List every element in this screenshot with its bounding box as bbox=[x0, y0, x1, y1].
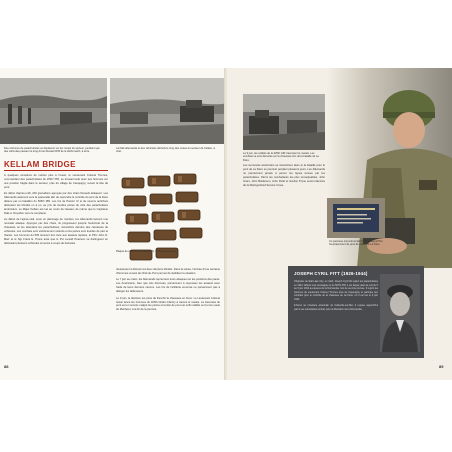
left-page bbox=[0, 68, 225, 380]
heading-rule bbox=[4, 170, 108, 171]
left-col1-paragraph: En début d'après-midi, 200 grenadiers appuyés par des chars Renault attaquent. Les Allemands avancent vers la passerelle afin de reprendre le contrôle du pont de la Fière détenu par un bataillon du 505th PIR. Les tirs de Panzer IV et de canons antichars détruisent les blindés un à un, au prix de lourdes pertes du côté des parachutistes américains. Le Major Kellam est tué au cours de l'assaut, de même que le Capitaine Dale A. Roysdon venu le remplacer. bbox=[4, 192, 108, 215]
caption-top-right: La Flak allemande et des véhicules détruits le long des routes du secteur de Kellam, à côté. bbox=[116, 147, 215, 154]
book-spread bbox=[0, 68, 452, 380]
bio-paragraph: Inhumé au cimetière américain de Colleville-sur-Mer, il repose aujourd'hui parmi ses camarades tombés pour la libération de la Normandie. bbox=[294, 303, 378, 311]
right-column-1 bbox=[243, 164, 325, 234]
photo-paratrooper-radio bbox=[327, 68, 452, 268]
left-col1-paragraph: Au début de l'après-midi, sous un pilonnage de mortiers, les Allemands lancent une nouvelle attaque. Appuyés par des chars, ils progressent jusqu'à l'extrémité de la chaussée où les attendent les parachutistes, retranchés derrière des carcasses de véhicules. Les combats sont extrêmement violents et les pertes sont lourdes de part et d'autre. Les hommes du 505 tiennent bon face aux assauts répétés, le PFC John D. Marr et le Sgt Frank E. Prone ainsi que le Pvt Lenold Peterson se distinguent en détruisant plusieurs véhicules ennemis à coups de bazooka. bbox=[4, 218, 108, 245]
left-col1-paragraph: À quelques centaines de mètres plus à l'ouest, le Lieutenant Colonel Timmes, commandant des parachutistes du 2/507 PIR, se trouvait isolé avec ses hommes sur une position fragile dans le secteur, près du village de Cauquigny, tenant la tête de pont. bbox=[4, 174, 108, 189]
bio-paragraph: Originaire de Salt Lake City, en Utah, Joseph Cyril Fitt rejoint les parachutistes en 1943. Affecté à la compagnie G du 507th PIR, il est largué dans la nuit du 5 au 6 juin 1944 au-dessus de la Normandie, loin de sa zone prévue. Il rejoint les hommes du Lieutenant Colonel Timmes près de Cauquigny et participe aux combats pour le contrôle de la chaussée de La Fière, où il est tué le 9 juin 1944. bbox=[294, 280, 378, 301]
photo-paratroopers-column bbox=[0, 78, 107, 144]
left-column-2 bbox=[116, 268, 220, 374]
page-number-left: 88 bbox=[4, 364, 9, 369]
photo-destroyed-vehicles bbox=[110, 78, 225, 144]
photo-memorial-plaque bbox=[327, 198, 385, 238]
caption-tracks: Plaque de chenilles de Panzer IV, à titre de souvenir. bbox=[116, 250, 177, 253]
caption-top-left: Des colonnes de parachutistes se déplacent sur les routes du secteur, pendant que des véhicules passent le long d'une Renault R35 de la Wehrmacht, à terre. bbox=[4, 147, 100, 154]
page-number-right: 89 bbox=[439, 364, 444, 369]
left-column-1 bbox=[4, 174, 108, 374]
bio-text bbox=[294, 280, 378, 354]
caption-photo-top: Le 9 juin, les soldats de la 325th GIR traversent le marais. Les combats se sont déroulés sur la chaussée lors de la bataille de La Fière. bbox=[243, 152, 319, 162]
bio-box bbox=[288, 266, 424, 358]
caption-plaque: Un panneau commémoratif indique aujourd'hui l'emplacement du pont de Kellam à La Fière. bbox=[329, 240, 383, 247]
left-col2-paragraph: réussissent à détruire les deux derniers blindés. Dans la soirée, l'arrivée d'une centaine d'hommes venant de Chef-du-Pont permet de stabiliser la situation. bbox=[116, 268, 220, 275]
left-col2-paragraph: Le 7 juin au matin, les Allemands reprennent leurs attaques sur les positions des paras. Les Américains, bien que très diminués, parviennent à repousser les assauts avec l'aide de leurs derniers canons. Les tirs de l'artillerie ennemie ne parviennent pas à déloger les défenseurs. bbox=[116, 278, 220, 294]
photo-joseph-fitt-portrait bbox=[380, 274, 420, 352]
photo-soldier-tanks bbox=[243, 94, 325, 150]
bio-title: JOSEPH CYRIL FITT (1926-1944) bbox=[294, 271, 368, 276]
section-heading: KELLAM BRIDGE bbox=[4, 160, 76, 169]
left-col2-paragraph: Le 9 juin, la décision est prise de franchir la chaussée en force. Le Lieutenant Colonel Gavin lance les hommes du 325th Glider Infantry à travers le marais. La traversée du pont est un succès malgré les pertes et la tête de pont est enfin établie sur la rive ouest du Merderet, à la fin de la journée. bbox=[116, 296, 220, 312]
right-col1-paragraph: Les survivants américains se retranchent alors et la bataille pour le pont de La Fière se poursuit pendant plusieurs jours. Les Allemands ne parviennent jamais à percer les lignes tenues par les parachutistes. Parmi les combattants les plus remarquables, John Grant, John Bolderson, John Pettit et Gordon Pryne seront décorés de la Distinguished Service Cross. bbox=[243, 164, 325, 187]
